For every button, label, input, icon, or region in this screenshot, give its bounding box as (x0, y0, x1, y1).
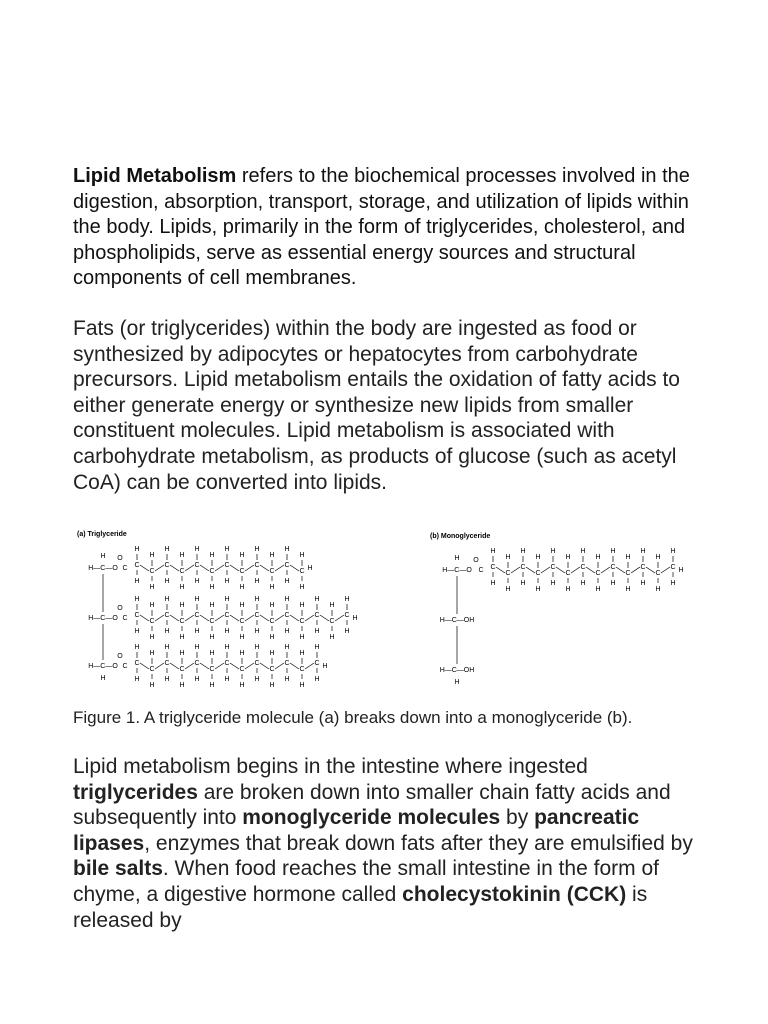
oxygen-atom: O (117, 605, 123, 612)
hydrogen-atom: H (164, 628, 170, 635)
bond-line (215, 615, 224, 621)
hydrogen-atom: H (134, 644, 140, 651)
hydrogen-atom: H (625, 586, 631, 593)
hydrogen-atom: H (224, 628, 230, 635)
bond-line (200, 663, 209, 669)
label-monoglyceride: (b) Monoglyceride (430, 533, 491, 540)
hydrogen-atom: H (179, 650, 185, 657)
bond-line (170, 565, 179, 571)
hydrogen-atom: H (149, 650, 155, 657)
carbon-atom: C (134, 660, 140, 667)
bond-line (335, 615, 344, 621)
carbon-atom: C (284, 612, 290, 619)
bond-line (155, 565, 164, 571)
text-run: is released by (73, 882, 648, 932)
hydrogen-atom: H (610, 580, 616, 587)
hydrogen-atom: H (194, 596, 200, 603)
hydrogen-atom: H (269, 682, 275, 689)
hydrogen-atom: H (209, 552, 215, 559)
backbone-group: H—C—O (88, 663, 118, 670)
hydrogen-atom: H (322, 663, 328, 670)
term-pancreatic-lipases: pancreatic lipases (73, 806, 640, 855)
molecule-structures (88, 546, 683, 689)
bond-line (511, 567, 520, 573)
carbon-atom: C (122, 615, 128, 622)
carbon-atom: C (610, 564, 616, 571)
carbon-atom: C (314, 660, 320, 667)
hydrogen-atom: H (194, 546, 200, 553)
hydrogen-atom: H (269, 584, 275, 591)
hydrogen-atom: H (254, 578, 260, 585)
carbon-atom: C (344, 612, 350, 619)
hydrogen-atom: H (209, 602, 215, 609)
hydrogen-atom: H (179, 682, 185, 689)
carbon-atom: C (299, 666, 305, 673)
bond-line (215, 565, 224, 571)
bond-line (170, 615, 179, 621)
backbone-group: H—C—OH (439, 667, 475, 674)
hydrogen-atom: H (550, 548, 556, 555)
carbon-atom: C (224, 612, 230, 619)
carbon-atom: C (550, 564, 556, 571)
carbon-atom: C (269, 666, 275, 673)
carbon-atom: C (520, 564, 526, 571)
hydrogen-atom: H (610, 548, 616, 555)
hydrogen-atom: H (314, 644, 320, 651)
bond-line (155, 663, 164, 669)
term-monoglyceride-molecules: monoglyceride molecules (242, 806, 501, 830)
hydrogen-atom: H (670, 548, 676, 555)
bond-line (305, 615, 314, 621)
term-triglycerides: triglycerides (73, 780, 198, 804)
carbon-atom: C (284, 562, 290, 569)
hydrogen-atom: H (254, 546, 260, 553)
hydrogen-atom: H (344, 628, 350, 635)
carbon-atom: C (655, 570, 661, 577)
carbon-atom: C (134, 612, 140, 619)
carbon-atom: C (565, 570, 571, 577)
carbon-atom: C (122, 663, 128, 670)
carbon-atom: C (580, 564, 586, 571)
bond-line (661, 567, 670, 573)
hydrogen-atom: H (194, 644, 200, 651)
hydrogen-atom: H (239, 602, 245, 609)
fats-paragraph: Fats (or triglycerides) within the body are ingested as food or synthesized by adipocytes or hepatocytes from carbohydrate precursors. Lipid metabolism entails the oxidation of fatty acids to either generate energy or synthesize new lipids from smaller constituent molecules. Lipid metabolism is associated with carbohydrate metabolism, as products of glucose (such as acetyl CoA) can be converted into lipids. (73, 317, 680, 494)
hydrogen-atom: H (209, 634, 215, 641)
bond-line (185, 565, 194, 571)
carbon-atom: C (239, 618, 245, 625)
hydrogen-atom: H (149, 682, 155, 689)
bond-line (185, 663, 194, 669)
bond-line (526, 567, 535, 573)
carbon-atom: C (640, 564, 646, 571)
hydrogen-atom: H (329, 634, 335, 641)
hydrogen-atom: H (299, 682, 305, 689)
hydrogen-atom: H (640, 548, 646, 555)
bond-line (200, 565, 209, 571)
bond-line (646, 567, 655, 573)
carbon-atom: C (595, 570, 601, 577)
hydrogen-atom: H (269, 552, 275, 559)
carbon-atom: C (254, 562, 260, 569)
hydrogen-atom: H (179, 602, 185, 609)
hydrogen-atom: H (149, 584, 155, 591)
hydrogen-atom: H (164, 578, 170, 585)
carbon-atom: C (194, 562, 200, 569)
bond-line (245, 663, 254, 669)
hydrogen-atom: H (254, 628, 260, 635)
bond-line (320, 615, 329, 621)
hydrogen-atom: H (655, 586, 661, 593)
hydrogen-atom: H (454, 555, 460, 562)
carbon-atom: C (269, 618, 275, 625)
hydrogen-atom: H (194, 578, 200, 585)
carbon-atom: C (505, 570, 511, 577)
backbone-group: H—C—O (88, 565, 118, 572)
bond-line (305, 663, 314, 669)
carbon-atom: C (194, 660, 200, 667)
bond-line (140, 663, 149, 669)
intro-text: refers to the biochemical processes involved in the digestion, absorption, transport, storage, and utilization of lipids within the body. Lipids, primarily in the form of triglycerides, cholesterol, and phospholipids, serve as essential energy sources and structural components of cell membranes. (73, 165, 690, 290)
hydrogen-atom: H (164, 644, 170, 651)
hydrogen-atom: H (134, 578, 140, 585)
term-lipid-metabolism: Lipid Metabolism (73, 165, 237, 187)
hydrogen-atom: H (239, 682, 245, 689)
carbon-atom: C (149, 618, 155, 625)
hydrogen-atom: H (595, 554, 601, 561)
hydrogen-atom: H (254, 644, 260, 651)
hydrogen-atom: H (284, 596, 290, 603)
hydrogen-atom: H (164, 546, 170, 553)
hydrogen-atom: H (134, 676, 140, 683)
bond-line (230, 615, 239, 621)
bond-line (230, 565, 239, 571)
bond-line (556, 567, 565, 573)
carbon-atom: C (179, 666, 185, 673)
hydrogen-atom: H (565, 554, 571, 561)
hydrogen-atom: H (149, 552, 155, 559)
bond-line (200, 615, 209, 621)
hydrogen-atom: H (314, 596, 320, 603)
hydrogen-atom: H (535, 586, 541, 593)
hydrogen-atom: H (209, 682, 215, 689)
carbon-atom: C (224, 562, 230, 569)
hydrogen-atom: H (352, 615, 358, 622)
digestion-paragraph (73, 754, 703, 933)
bond-line (290, 565, 299, 571)
hydrogen-atom: H (344, 596, 350, 603)
hydrogen-atom: H (134, 596, 140, 603)
hydrogen-atom: H (239, 634, 245, 641)
hydrogen-atom: H (194, 628, 200, 635)
hydrogen-atom: H (299, 602, 305, 609)
hydrogen-atom: H (179, 634, 185, 641)
hydrogen-atom: H (134, 628, 140, 635)
hydrogen-atom: H (580, 548, 586, 555)
bond-line (616, 567, 625, 573)
carbon-atom: C (164, 612, 170, 619)
carbon-atom: C (299, 618, 305, 625)
carbon-atom: C (209, 666, 215, 673)
bond-line (275, 565, 284, 571)
hydrogen-atom: H (149, 634, 155, 641)
bond-line (215, 663, 224, 669)
carbon-atom: C (284, 660, 290, 667)
text-run: Lipid metabolism begins in the intestine where ingested (73, 755, 588, 778)
carbon-atom: C (194, 612, 200, 619)
carbon-atom: C (314, 612, 320, 619)
hydrogen-atom: H (224, 578, 230, 585)
intro-paragraph (73, 164, 703, 292)
carbon-atom: C (535, 570, 541, 577)
hydrogen-atom: H (454, 679, 460, 686)
hydrogen-atom: H (179, 584, 185, 591)
hydrogen-atom: H (194, 676, 200, 683)
oxygen-atom: O (473, 557, 479, 564)
hydrogen-atom: H (299, 584, 305, 591)
hydrogen-atom: H (209, 584, 215, 591)
hydrogen-atom: H (134, 546, 140, 553)
hydrogen-atom: H (520, 548, 526, 555)
hydrogen-atom: H (550, 580, 556, 587)
hydrogen-atom: H (314, 628, 320, 635)
carbon-atom: C (625, 570, 631, 577)
hydrogen-atom: H (254, 596, 260, 603)
bond-line (140, 565, 149, 571)
hydrogen-atom: H (670, 580, 676, 587)
hydrogen-atom: H (299, 634, 305, 641)
carbon-atom: C (269, 568, 275, 575)
hydrogen-atom: H (164, 596, 170, 603)
hydrogen-atom: H (224, 676, 230, 683)
carbon-atom: C (254, 612, 260, 619)
carbon-atom: C (164, 660, 170, 667)
carbon-atom: C (239, 568, 245, 575)
carbon-atom: C (224, 660, 230, 667)
hydrogen-atom: H (284, 676, 290, 683)
hydrogen-atom: H (535, 554, 541, 561)
label-triglyceride: (a) Triglyceride (77, 531, 127, 538)
text-run: by (500, 806, 535, 830)
hydrogen-atom: H (239, 552, 245, 559)
carbon-atom: C (490, 564, 496, 571)
term-bile-salts: bile salts (73, 857, 163, 881)
backbone-group: H—C—OH (439, 617, 475, 624)
figure-caption: Figure 1. A triglyceride molecule (a) breaks down into a monoglyceride (b). (73, 708, 633, 727)
hydrogen-atom: H (224, 546, 230, 553)
hydrogen-atom: H (224, 596, 230, 603)
hydrogen-atom: H (269, 634, 275, 641)
hydrogen-atom: H (164, 676, 170, 683)
oxygen-atom: O (117, 653, 123, 660)
carbon-atom: C (209, 618, 215, 625)
carbon-atom: C (254, 660, 260, 667)
text-run: . When food reaches the small intestine in the form of chyme, a digestive hormone called (73, 857, 659, 906)
bond-line (260, 615, 269, 621)
bond-line (586, 567, 595, 573)
hydrogen-atom: H (329, 602, 335, 609)
hydrogen-atom: H (595, 586, 601, 593)
text-run: are broken down into smaller chain fatty acids and subsequently into (73, 780, 671, 830)
carbon-atom: C (149, 666, 155, 673)
bond-line (155, 615, 164, 621)
hydrogen-atom: H (520, 580, 526, 587)
hydrogen-atom: H (580, 580, 586, 587)
hydrogen-atom: H (678, 567, 684, 574)
hydrogen-atom: H (269, 650, 275, 657)
hydrogen-atom: H (505, 586, 511, 593)
oxygen-atom: O (117, 555, 123, 562)
hydrogen-atom: H (179, 552, 185, 559)
hydrogen-atom: H (655, 554, 661, 561)
carbon-atom: C (670, 564, 676, 571)
bond-line (230, 663, 239, 669)
hydrogen-atom: H (239, 584, 245, 591)
bond-line (185, 615, 194, 621)
bond-line (601, 567, 610, 573)
bond-line (290, 663, 299, 669)
hydrogen-atom: H (505, 554, 511, 561)
bond-line (275, 615, 284, 621)
carbon-atom: C (329, 618, 335, 625)
bond-line (260, 565, 269, 571)
text-run: , enzymes that break down fats after they are emulsified by (144, 831, 693, 855)
hydrogen-atom: H (224, 644, 230, 651)
carbon-atom: C (478, 567, 484, 574)
bond-line (140, 615, 149, 621)
bond-line (631, 567, 640, 573)
hydrogen-atom: H (640, 580, 646, 587)
bond-line (290, 615, 299, 621)
carbon-atom: C (149, 568, 155, 575)
molecule-diagram (73, 526, 703, 696)
carbon-atom: C (239, 666, 245, 673)
hydrogen-atom: H (100, 675, 106, 682)
carbon-atom: C (122, 565, 128, 572)
hydrogen-atom: H (307, 565, 313, 572)
figure-triglyceride-diagram (73, 526, 703, 696)
hydrogen-atom: H (314, 676, 320, 683)
bond-line (170, 663, 179, 669)
carbon-atom: C (209, 568, 215, 575)
backbone-group: H—C—O (442, 567, 472, 574)
hydrogen-atom: H (239, 650, 245, 657)
hydrogen-atom: H (490, 548, 496, 555)
bond-line (571, 567, 580, 573)
bond-line (245, 615, 254, 621)
hydrogen-atom: H (565, 586, 571, 593)
hydrogen-atom: H (299, 650, 305, 657)
carbon-atom: C (134, 562, 140, 569)
hydrogen-atom: H (284, 546, 290, 553)
hydrogen-atom: H (625, 554, 631, 561)
hydrogen-atom: H (269, 602, 275, 609)
bond-line (496, 567, 505, 573)
bond-line (541, 567, 550, 573)
carbon-atom: C (179, 568, 185, 575)
bond-line (245, 565, 254, 571)
hydrogen-atom: H (299, 552, 305, 559)
hydrogen-atom: H (209, 650, 215, 657)
carbon-atom: C (299, 568, 305, 575)
bond-line (260, 663, 269, 669)
bond-line (275, 663, 284, 669)
hydrogen-atom: H (284, 644, 290, 651)
hydrogen-atom: H (284, 578, 290, 585)
hydrogen-atom: H (254, 676, 260, 683)
backbone-group: H—C—O (88, 615, 118, 622)
hydrogen-atom: H (284, 628, 290, 635)
hydrogen-atom: H (149, 602, 155, 609)
carbon-atom: C (179, 618, 185, 625)
hydrogen-atom: H (490, 580, 496, 587)
term-cholecystokinin: cholecystokinin (CCK) (402, 882, 627, 906)
hydrogen-atom: H (100, 553, 106, 560)
carbon-atom: C (164, 562, 170, 569)
